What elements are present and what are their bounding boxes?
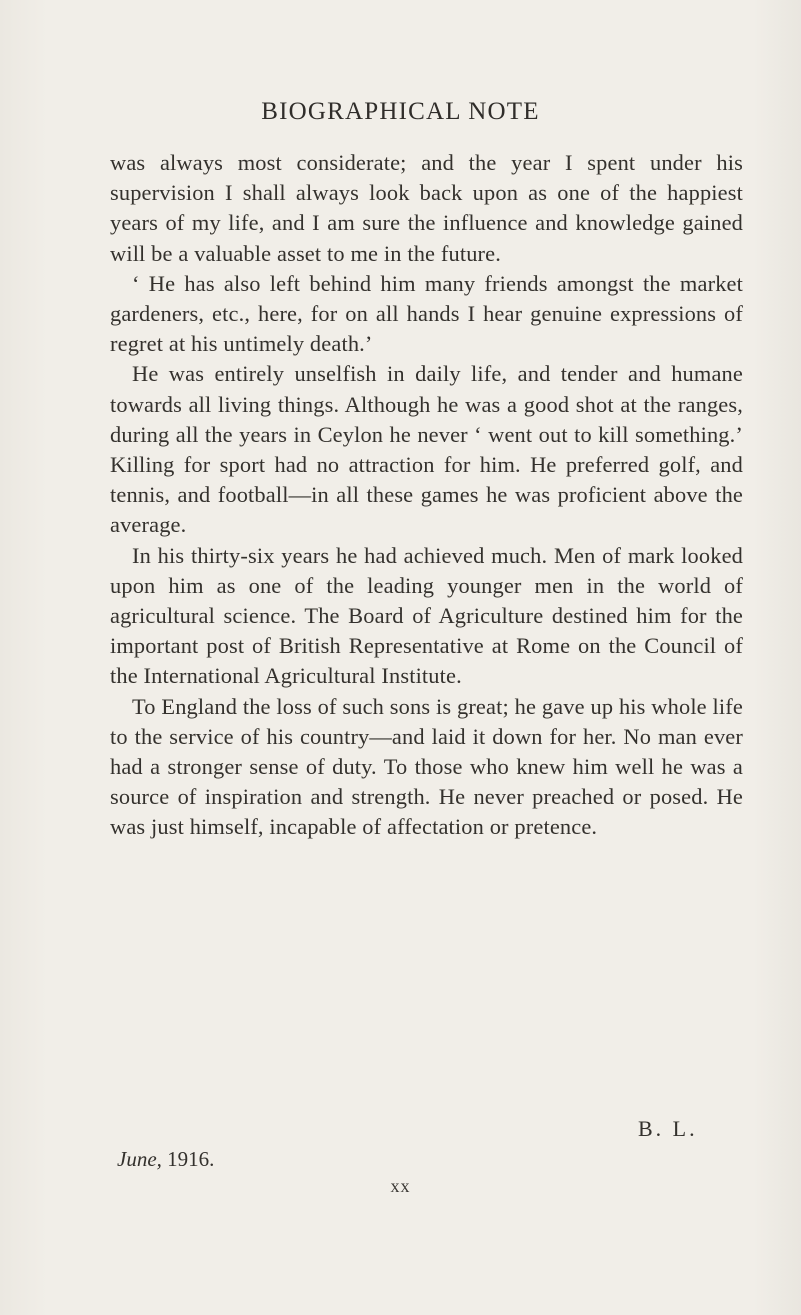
page-number: xx — [390, 1176, 411, 1196]
paragraph-tribute: To England the loss of such sons is great; he gave up his whole life to the service of his country—and laid it down for her. No man ever had a stronger sense of duty. To those who knew him well he was a source of inspiration and strength. He never preached or posed. He was just himself, incapable of affectation or pretence. — [110, 693, 743, 840]
author-initials: B. L. — [638, 1116, 698, 1141]
paragraph-achievements: In his thirty-six years he had achieved much. Men of mark looked upon him as one of the leading younger men in the world of agricultural science. The Board of Agriculture destined him for the important post of British Representative at Rome on the Council of the International Agricultural Institute. — [110, 542, 743, 689]
dateline-month: June, — [117, 1147, 162, 1171]
body-text — [110, 148, 743, 843]
paragraph-character: He was entirely unselfish in daily life, and tender and humane towards all living things. Although he was a good shot at the ranges, during all the years in Ceylon he never ‘ went out to kill something.’ Killing for sport had no attraction for him. He preferred golf, and tennis, and football—in all these games he was proficient above the average. — [110, 361, 743, 538]
paragraph-continuation: was always most considerate; and the year I spent under his supervision I shall always look back upon as one of the happiest years of my life, and I am sure the influence and knowledge gained will be a valuable asset to me in the future. — [110, 150, 743, 266]
dateline-year: 1916. — [167, 1147, 215, 1171]
dateline — [117, 1147, 214, 1172]
paragraph-quote: ‘ He has also left behind him many friends amongst the market gardeners, etc., here, for on all hands I hear genuine expressions of regret at his untimely death.’ — [110, 270, 743, 357]
running-head: BIOGRAPHICAL NOTE — [261, 98, 540, 125]
